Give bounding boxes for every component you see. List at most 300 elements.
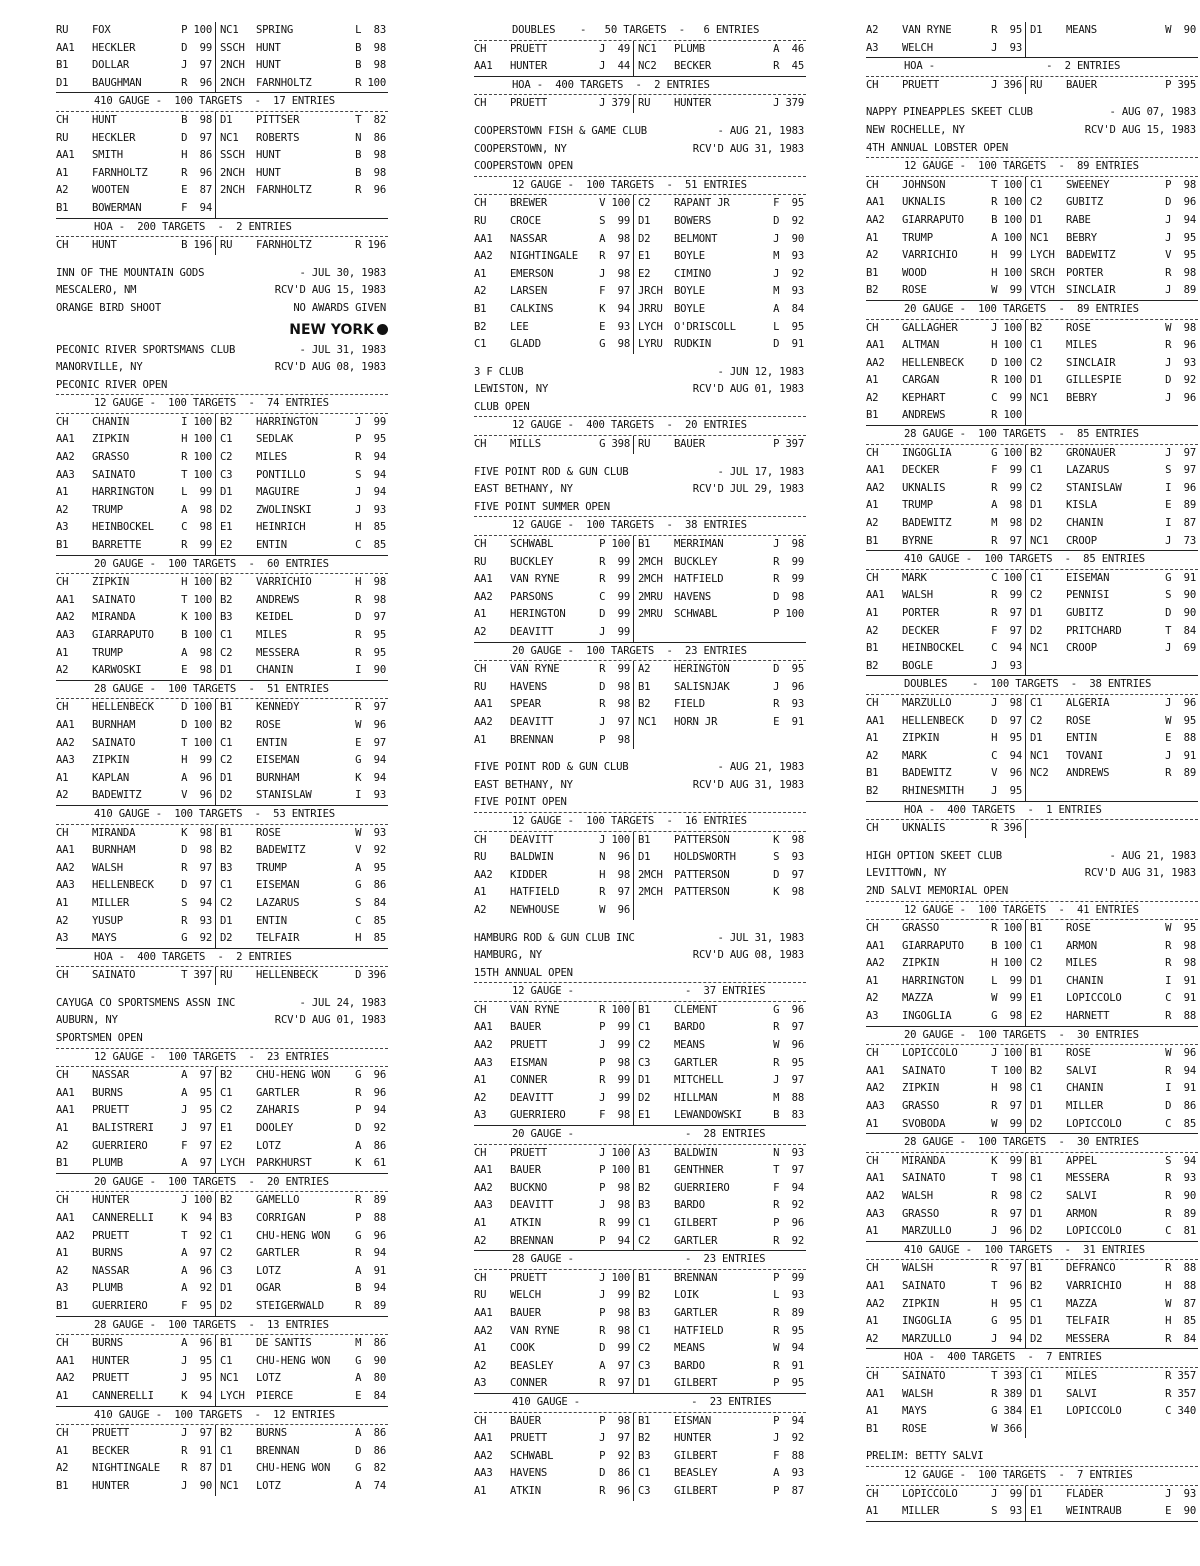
column-divider <box>215 1155 216 1173</box>
shooter-name: CHANIN <box>1066 974 1104 987</box>
club-info: LEVITTOWN, NY <box>866 867 947 880</box>
column-divider <box>633 1019 634 1037</box>
shooter-name: WELCH <box>902 41 933 54</box>
column-divider <box>1025 1080 1026 1098</box>
event-header <box>866 1134 1198 1153</box>
shooter-name: LOPICCOLO <box>902 1047 958 1060</box>
class-code: A3 <box>56 521 69 534</box>
class-code: AA1 <box>56 1086 75 1099</box>
shooter-name: SAINATO <box>92 736 136 749</box>
event-header <box>866 1349 1198 1368</box>
shooter-name: GILBERT <box>674 1377 718 1390</box>
class-code: AA1 <box>866 1064 885 1077</box>
event-header <box>866 551 1198 570</box>
score: I 93 <box>355 789 386 802</box>
shooter-name: HUNTER <box>674 97 712 110</box>
column-divider <box>633 301 634 319</box>
class-code: CH <box>866 1487 879 1500</box>
score: J 49 <box>599 42 630 55</box>
result-row <box>866 1080 1198 1098</box>
club-header-line <box>56 359 388 377</box>
shooter-name: DEAVITT <box>510 715 554 728</box>
shooter-name: PRUETT <box>510 1146 548 1159</box>
result-row <box>866 1503 1198 1522</box>
score: R 97 <box>991 607 1022 619</box>
class-code: NC1 <box>220 131 239 144</box>
score: J 98 <box>599 1199 630 1212</box>
column-divider <box>215 1085 216 1103</box>
shooter-name: HELLENBECK <box>902 714 964 727</box>
class-code: C2 <box>1030 196 1043 209</box>
result-row <box>866 497 1198 515</box>
result-row <box>56 200 388 219</box>
score: I 90 <box>355 664 386 677</box>
shooter-name: CHANIN <box>1066 1082 1104 1095</box>
class-code: LYCH <box>638 320 663 333</box>
score: E 89 <box>1165 499 1196 512</box>
result-row <box>56 431 388 449</box>
class-code: B1 <box>866 642 879 655</box>
class-code: A2 <box>866 1332 879 1345</box>
class-code: AA2 <box>56 1229 75 1242</box>
shooter-name: JOHNSON <box>902 178 946 191</box>
score: I 91 <box>1165 1082 1196 1095</box>
score: T 100 <box>181 468 212 481</box>
score: H 99 <box>991 249 1022 262</box>
score: P 95 <box>355 433 386 446</box>
column-divider <box>1025 265 1026 283</box>
result-row <box>866 938 1198 956</box>
shooter-name: ZIPKIN <box>902 1297 940 1310</box>
score: C 85 <box>1165 1117 1196 1130</box>
score: I 91 <box>1165 974 1196 987</box>
column-divider <box>633 1145 634 1163</box>
event-header <box>56 395 388 414</box>
shooter-name: BALDWIN <box>674 1146 718 1159</box>
class-code: AA1 <box>866 714 885 727</box>
score: F 97 <box>181 1139 212 1152</box>
column-divider <box>215 1298 216 1316</box>
result-row <box>474 1090 806 1108</box>
column-divider <box>633 1375 634 1393</box>
class-code: RU <box>1030 78 1043 91</box>
column-divider <box>215 662 216 680</box>
score: S 99 <box>599 214 630 227</box>
shooter-name: STANISLAW <box>1066 481 1122 494</box>
class-code: B2 <box>1030 446 1043 459</box>
event-header-text: 410 GAUGE - 100 TARGETS - 17 ENTRIES <box>94 95 335 108</box>
class-code: B1 <box>638 833 651 846</box>
class-code: CH <box>474 833 487 846</box>
class-code: AA1 <box>866 1172 885 1185</box>
class-code: AA1 <box>56 1354 75 1367</box>
section-gap <box>56 255 388 265</box>
score: D 99 <box>599 608 630 621</box>
class-code: D1 <box>1030 732 1043 745</box>
shooter-name: O'DRISCOLL <box>674 320 736 333</box>
event-header <box>474 22 806 41</box>
shooter-name: BAUER <box>510 1164 541 1177</box>
column-divider <box>215 913 216 931</box>
club-date: - AUG 21, 1983 <box>1109 849 1196 862</box>
score: J 99 <box>599 1289 630 1302</box>
club-info: LEWISTON, NY <box>474 383 549 396</box>
class-code: CH <box>866 446 879 459</box>
score: J 95 <box>181 1372 212 1385</box>
class-code: CH <box>474 97 487 110</box>
event-header <box>474 517 806 536</box>
score: G 94 <box>355 754 386 767</box>
class-code: SSCH <box>220 149 245 162</box>
class-code: AA2 <box>474 715 493 728</box>
column-divider <box>1025 194 1026 212</box>
result-row <box>866 990 1198 1008</box>
shooter-name: SALVI <box>1066 1190 1097 1202</box>
result-row <box>56 1263 388 1281</box>
score: M 98 <box>991 517 1022 530</box>
club-info: FIVE POINT ROD & GUN CLUB <box>474 465 629 478</box>
column-divider <box>215 431 216 449</box>
score: R 99 <box>773 573 804 586</box>
class-code: D1 <box>1030 213 1043 226</box>
score: J 69 <box>1165 642 1196 655</box>
event-header <box>474 1126 806 1145</box>
score: K 61 <box>355 1157 386 1170</box>
score: R 89 <box>355 1299 386 1312</box>
shooter-name: TRUMP <box>92 646 123 659</box>
column-divider <box>1025 1206 1026 1224</box>
result-row <box>866 194 1198 212</box>
class-code: A2 <box>866 24 879 36</box>
shooter-name: BADEWITZ <box>902 517 952 530</box>
class-code: CH <box>866 1369 879 1382</box>
shooter-name: HERINGTON <box>510 608 566 621</box>
score: W 366 <box>991 1422 1022 1435</box>
club-date: RCV'D AUG 31, 1983 <box>692 778 804 791</box>
shooter-name: HEINBOCKEL <box>92 521 154 534</box>
shooter-name: WEINTRAUB <box>1066 1505 1122 1518</box>
score: H 88 <box>1165 1279 1196 1292</box>
score: R 95 <box>773 1324 804 1337</box>
shooter-name: BOYLE <box>674 285 705 298</box>
shooter-name: PRUETT <box>510 42 548 55</box>
shooter-name: BARDO <box>674 1199 705 1212</box>
shooter-name: MARK <box>902 571 927 584</box>
score: H 85 <box>355 932 386 945</box>
result-row <box>866 695 1198 713</box>
column-divider <box>1025 1313 1026 1331</box>
event-header-text: HOA - 400 TARGETS - 2 ENTRIES <box>512 78 710 91</box>
class-code: SRCH <box>1030 266 1055 279</box>
club-date: RCV'D AUG 31, 1983 <box>1084 867 1196 880</box>
column-divider <box>1025 1278 1026 1296</box>
class-code: CH <box>474 663 487 676</box>
score: R 96 <box>181 166 212 179</box>
shooter-name: CARGAN <box>902 374 940 387</box>
score: R 99 <box>599 555 630 568</box>
shooter-name: PRUETT <box>510 1432 548 1445</box>
class-code: NC1 <box>1030 534 1049 547</box>
event-header-text: 12 GAUGE - 100 TARGETS - 89 ENTRIES <box>904 160 1139 173</box>
class-code: A3 <box>866 41 879 54</box>
class-code: B3 <box>638 1306 651 1319</box>
class-code: C1 <box>1030 1172 1043 1185</box>
score: R 97 <box>991 1100 1022 1113</box>
class-code: B2 <box>638 1181 651 1194</box>
score: R 396 <box>991 822 1022 835</box>
class-code: B1 <box>220 1337 233 1350</box>
result-row <box>56 1335 388 1353</box>
shooter-name: BAUGHMAN <box>92 76 142 89</box>
shooter-name: BECKER <box>92 1444 130 1457</box>
shooter-name: RAPANT JR <box>674 197 730 210</box>
event-header <box>474 813 806 832</box>
shooter-name: DECKER <box>902 464 940 477</box>
column-divider <box>633 1287 634 1305</box>
shooter-name: ANDREWS <box>256 593 300 606</box>
score: R 97 <box>599 1377 630 1390</box>
shooter-name: BURNS <box>92 1247 123 1260</box>
score: R 99 <box>991 589 1022 602</box>
score: K 99 <box>991 1154 1022 1167</box>
shooter-name: GRASSO <box>902 1207 940 1220</box>
class-code: C1 <box>220 879 233 892</box>
class-code: C1 <box>638 1467 651 1480</box>
score: A 98 <box>181 503 212 516</box>
shoot-name-text: PECONIC RIVER OPEN <box>56 378 168 391</box>
column-divider <box>633 1465 634 1483</box>
score: J 96 <box>1165 696 1196 709</box>
shooter-name: GRONAUER <box>1066 446 1116 459</box>
class-code: B1 <box>866 534 879 547</box>
class-code: B1 <box>638 1003 651 1016</box>
class-code: C1 <box>1030 1369 1043 1382</box>
class-code: AA3 <box>866 1100 885 1113</box>
shooter-name: ATKIN <box>510 1217 541 1229</box>
shooter-name: ALGERIA <box>1066 696 1110 709</box>
column-divider <box>1025 1170 1026 1188</box>
score: F 97 <box>991 624 1022 637</box>
score: J 100 <box>599 1271 630 1284</box>
score: P 94 <box>355 1104 386 1117</box>
shooter-name: SALVI <box>1066 1064 1097 1077</box>
class-code: NC1 <box>1030 391 1049 404</box>
result-row <box>474 1145 806 1163</box>
score: W 93 <box>355 826 386 839</box>
shooter-name: DEFRANCO <box>1066 1262 1116 1275</box>
score: K 98 <box>773 886 804 899</box>
score: W 99 <box>991 1117 1022 1130</box>
result-row <box>56 467 388 485</box>
score: D 100 <box>181 718 212 731</box>
class-code: D1 <box>220 771 233 784</box>
class-code: D1 <box>638 851 651 864</box>
score: J 73 <box>1165 534 1196 547</box>
shooter-name: ROSE <box>256 826 281 839</box>
class-code: LYCH <box>220 1389 245 1402</box>
club-date: - AUG 07, 1983 <box>1109 106 1196 119</box>
shooter-name: PRITCHARD <box>1066 624 1122 637</box>
score: J 95 <box>991 784 1022 797</box>
shooter-name: LOTZ <box>256 1372 281 1385</box>
result-row <box>866 1260 1198 1278</box>
score: C 340 <box>1165 1405 1196 1418</box>
column-divider <box>215 502 216 520</box>
score: B 196 <box>181 239 212 252</box>
score: P 98 <box>599 733 630 746</box>
score: T 397 <box>181 969 212 982</box>
result-row <box>474 832 806 850</box>
event-header-text: 28 GAUGE - 100 TARGETS - 13 ENTRIES <box>94 1318 329 1331</box>
shooter-name: GUERRIERO <box>92 1139 148 1152</box>
shooter-name: HUNT <box>256 59 281 72</box>
class-code: B1 <box>56 59 69 72</box>
shoot-name-text: FIVE POINT OPEN <box>474 796 567 809</box>
class-code: AA2 <box>474 590 493 603</box>
class-code: AA1 <box>474 1021 493 1034</box>
shooter-name: NIGHTINGALE <box>92 1462 160 1475</box>
club-date: - JUN 12, 1983 <box>717 365 804 378</box>
shoot-name-text: 4TH ANNUAL LOBSTER OPEN <box>866 141 1009 154</box>
score: G 100 <box>991 446 1022 459</box>
score: J 99 <box>599 626 630 638</box>
shooter-name: SAINATO <box>902 1064 946 1077</box>
score: J 100 <box>599 1146 630 1159</box>
club-header-line <box>474 123 806 141</box>
score: S 94 <box>181 896 212 909</box>
score: R 95 <box>991 24 1022 36</box>
shooter-name: BEBRY <box>1066 391 1097 404</box>
score: D 99 <box>181 41 212 54</box>
club-header-line <box>56 300 388 318</box>
club-header-line <box>866 848 1198 866</box>
shooter-name: BALISTRERI <box>92 1122 154 1135</box>
score: H 100 <box>991 339 1022 352</box>
shooter-name: ROSE <box>902 1422 927 1435</box>
score: J 90 <box>773 232 804 245</box>
class-code: D2 <box>1030 1225 1043 1238</box>
score: A 84 <box>773 302 804 315</box>
column-divider <box>215 40 216 58</box>
result-row <box>866 1386 1198 1404</box>
result-row <box>56 484 388 502</box>
result-row <box>866 765 1198 783</box>
class-code: A1 <box>474 733 487 746</box>
class-code: A1 <box>56 166 69 179</box>
shooter-name: ZIPKIN <box>902 732 940 745</box>
club-info: EAST BETHANY, NY <box>474 778 573 791</box>
class-code: D1 <box>1030 499 1043 512</box>
column-divider <box>633 1448 634 1466</box>
score: W 94 <box>773 1342 804 1355</box>
column-divider <box>633 1215 634 1233</box>
score: J 94 <box>1165 213 1196 226</box>
class-code: CH <box>474 197 487 210</box>
column-divider <box>215 147 216 165</box>
score: J 97 <box>599 715 630 728</box>
column-divider <box>215 467 216 485</box>
shooter-name: INGOGLIA <box>902 1010 952 1023</box>
class-code: AA2 <box>474 1324 493 1337</box>
class-code: CH <box>474 1271 487 1284</box>
shooter-name: NASSAR <box>510 232 548 245</box>
shooter-name: BEASLEY <box>510 1359 554 1372</box>
club-header-line <box>474 759 806 777</box>
event-header <box>474 1251 806 1270</box>
class-code: LYCH <box>1030 249 1055 262</box>
score: L 99 <box>181 486 212 499</box>
column-divider <box>633 571 634 589</box>
shooter-name: CHU-HENG WON <box>256 1354 331 1367</box>
result-row <box>866 605 1198 623</box>
club-header-line <box>56 995 388 1013</box>
shooter-name: DE SANTIS <box>256 1337 312 1350</box>
class-code: A1 <box>866 1225 879 1238</box>
section-gap <box>866 838 1198 848</box>
section-gap <box>866 1438 1198 1448</box>
score: F 95 <box>181 1299 212 1312</box>
event-header <box>866 1027 1198 1046</box>
class-code: D2 <box>1030 624 1043 637</box>
shooter-name: HELLENBECK <box>902 356 964 369</box>
score: W 99 <box>991 992 1022 1005</box>
shooter-name: SAINATO <box>92 969 136 982</box>
class-code: B1 <box>220 826 233 839</box>
score: C 98 <box>181 521 212 534</box>
class-code: D2 <box>220 1299 233 1312</box>
score: J 97 <box>773 1074 804 1087</box>
shooter-name: HUNTER <box>92 1354 130 1367</box>
class-code: E1 <box>220 521 233 534</box>
score: L 99 <box>991 974 1022 987</box>
shooter-name: BRENNAN <box>674 1271 718 1284</box>
class-code: D1 <box>220 1462 233 1475</box>
column-divider <box>633 589 634 607</box>
column-divider <box>215 112 216 130</box>
column-divider <box>215 860 216 878</box>
class-code: A1 <box>866 974 879 987</box>
column-divider <box>633 1323 634 1341</box>
shooter-name: EISMAN <box>510 1056 548 1069</box>
class-code: CH <box>56 415 69 428</box>
score: R 94 <box>355 451 386 464</box>
column-divider <box>1025 77 1026 95</box>
shoot-name-text: PRELIM: BETTY SALVI <box>866 1450 984 1463</box>
result-row <box>474 1055 806 1073</box>
score: A 80 <box>355 1372 386 1385</box>
shooter-name: ROSE <box>1066 321 1091 334</box>
class-code: C1 <box>220 433 233 446</box>
result-row <box>56 1085 388 1103</box>
class-code: C2 <box>1030 957 1043 970</box>
event-header-text: 20 GAUGE - 100 TARGETS - 23 ENTRIES <box>512 644 747 657</box>
result-row <box>866 1278 1198 1296</box>
shooter-name: GLADD <box>510 338 541 351</box>
shooter-name: FARNHOLTZ <box>256 76 312 89</box>
score: J 93 <box>991 659 1022 672</box>
score: R 97 <box>773 1021 804 1034</box>
score: A 93 <box>773 1467 804 1480</box>
score: W 96 <box>1165 1047 1196 1060</box>
class-code: C1 <box>220 1444 233 1457</box>
class-code: RU <box>474 851 487 864</box>
club-header-line <box>56 265 388 283</box>
event-header <box>56 1049 388 1068</box>
score: P 99 <box>773 1271 804 1284</box>
shooter-name: TELFAIR <box>1066 1315 1110 1328</box>
score: C 99 <box>991 391 1022 404</box>
shooter-name: BREWER <box>510 197 548 210</box>
